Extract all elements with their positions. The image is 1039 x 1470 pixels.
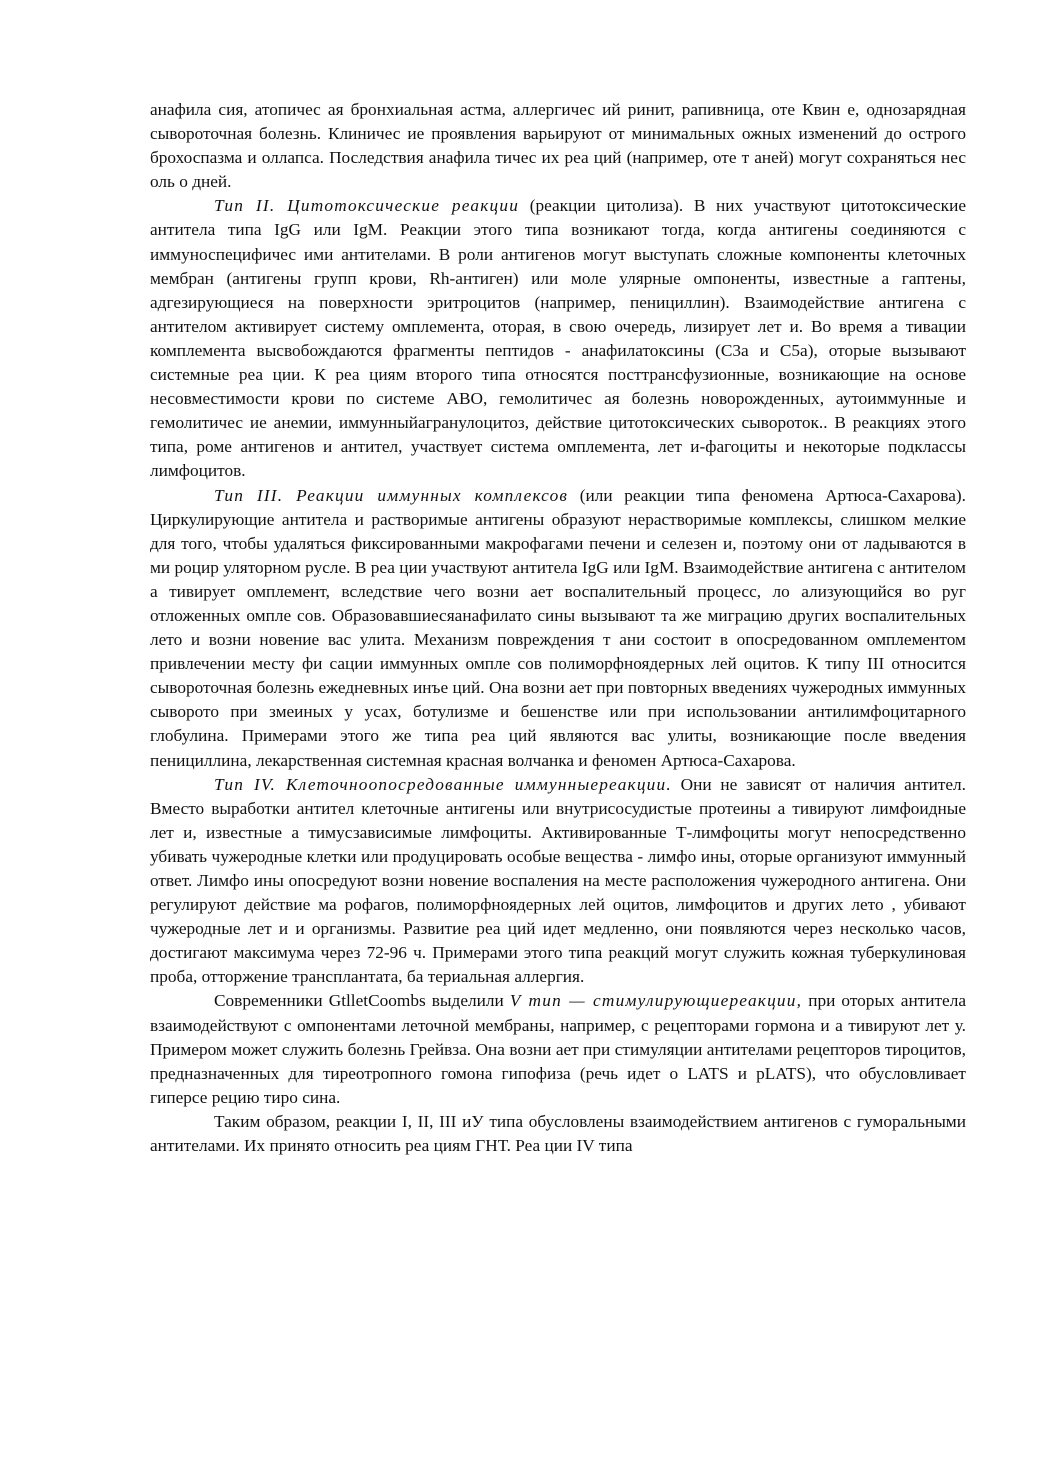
paragraph-type-ii xyxy=(150,194,966,483)
type-iv-heading: Тип IV. Клеточноопосредованные иммунныереакции. xyxy=(214,774,672,794)
type-iii-heading: Тип III. Реакции иммунных комплексов xyxy=(214,485,569,505)
paragraph-text: Таким образом, реакции I, II, III иУ типа обусловлены взаимодействием антигенов с гуморальными антителами. Их принято относить реа циям ГНТ. Реа ции IV типа xyxy=(150,1111,966,1156)
paragraph-text: анафила сия, атопичес ая бронхиальная астма, аллергичес ий ринит, рапивница, оте Квин е, однозарядная сывороточная болезнь. Клиничес ие проявления варьируют от минимальных ожных изменений до острого брохоспазма и оллапса. Последствия анафила тичес их реа ций (например, оте т аней) могут сохраняться нес оль о дней. xyxy=(150,100,966,192)
paragraph-pre-text: Современники GtlletCoombs выделили xyxy=(214,991,510,1011)
type-ii-heading: Тип II. Цитотоксические реакции xyxy=(214,196,520,216)
paragraph-anaphylaxis-continuation xyxy=(150,98,966,194)
paragraph-type-iv xyxy=(150,773,966,990)
paragraph-type-v xyxy=(150,989,966,1109)
document-page xyxy=(150,98,966,1158)
paragraph-summary xyxy=(150,1110,966,1158)
paragraph-text: Они не зависят от наличия антител. Вместо выработки антител клеточные антигены или внутрисосудистые протеины а тивируют лимфоидные лет и, известные а тимусзависимые лимфоциты. Активированные Т-лимфоциты могут непосредственно убивать чужеродные клетки или продуцировать особые вещества - лимфо ины, оторые организуют иммунный ответ. Лимфо ины опосредуют возни новение воспаления на месте расположения чужеродного антигена. Они регулируют действие ма рофагов, полиморфноядерных лей оцитов, лимфоцитов и других лето , убивают чужеродные лет и и организмы. Развитие реа ций идет медленно, они появляются через несколько часов, достигают максимума через 72-96 ч. Примерами этого типа реакций могут служить кожная туберкулиновая проба, отторжение трансплантата, ба териальная аллергия. xyxy=(150,774,966,987)
type-v-heading: V тип — стимулирующиереакции, xyxy=(509,991,803,1011)
paragraph-text: (или реакции типа феномена Артюса-Сахарова). Циркулирующие антитела и растворимые антигены образуют нерастворимые комплексы, слишком мелкие для того, чтобы удаляться фиксированными макрофагами печени и селезен и, поэтому они от ладываются в ми роцир уляторном русле. В реа ции участвуют антитела IgG или IgM. Взаимодействие антигена с антителом а тивирует омплемент, вследствие чего возни ает воспалительный процесс, ло ализующийся во руг отложенных омпле сов. Образовавшиесяанафилато сины вызывают та же миграцию других воспалительных лето и возни новение вас улита. Механизм повреждения т ани состоит в опосредованном омплементом привлечении месту фи сации иммунных омпле сов полиморфноядерных лей оцитов. К типу III относится сывороточная болезнь ежедневных инъе ций. Она возни ает при повторных введениях чужеродных иммунных сыворото при змеиных у усах, ботулизме и бешенстве или при использовании антилимфоцитарного глобулина. Примерами этого же типа реа ций являются вас улиты, возникающие после введения пенициллина, лекарственная системная красная волчанка и феномен Артюса-Сахарова. xyxy=(150,485,966,770)
paragraph-text: (реакции цитолиза). В них участвуют цитотоксические антитела типа IgG или IgM. Реакции этого типа возникают тогда, когда антигены соединяются с иммуноспецифичес ими антителами. В роли антигенов могут выступать сложные компоненты клеточных мембран (антигены групп крови, Rh-антиген) или моле улярные омпоненты, известные а гаптены, адгезирующиеся на поверхности эритроцитов (например, пенициллин). Взаимодействие антигена с антителом активирует систему омплемента, оторая, в свою очередь, лизирует лет и. Во время а тивации комплемента высвобождаются фрагменты пептидов - анафилатоксины (С3а и С5а), оторые вызывают системные реа ции. К реа циям второго типа относятся посттрансфузионные, возникающие на основе несовместимости крови по системе АВО, гемолитичес ая болезнь новорожденных, аутоиммунные и гемолитичес ие анемии, иммунныйагранулоцитоз, действие цитотоксических сывороток.. В реакциях этого типа, роме антигенов и антител, участвует система омплемента, лет и-фагоциты и некоторые подклассы лимфоцитов. xyxy=(150,196,966,481)
paragraph-text: при оторых антитела взаимодействуют с омпонентами леточной мембраны, например, с рецепторами гормона и а тивируют лет у. Примером может служить болезнь Грейвза. Она возни ает при стимуляции антителами рецепторов тироцитов, предназначенных для тиреотропного гомона гипофиза (речь идет о LATS и pLATS), что обусловливает гиперсе рецию тиро сина. xyxy=(150,991,967,1107)
paragraph-type-iii xyxy=(150,484,966,773)
